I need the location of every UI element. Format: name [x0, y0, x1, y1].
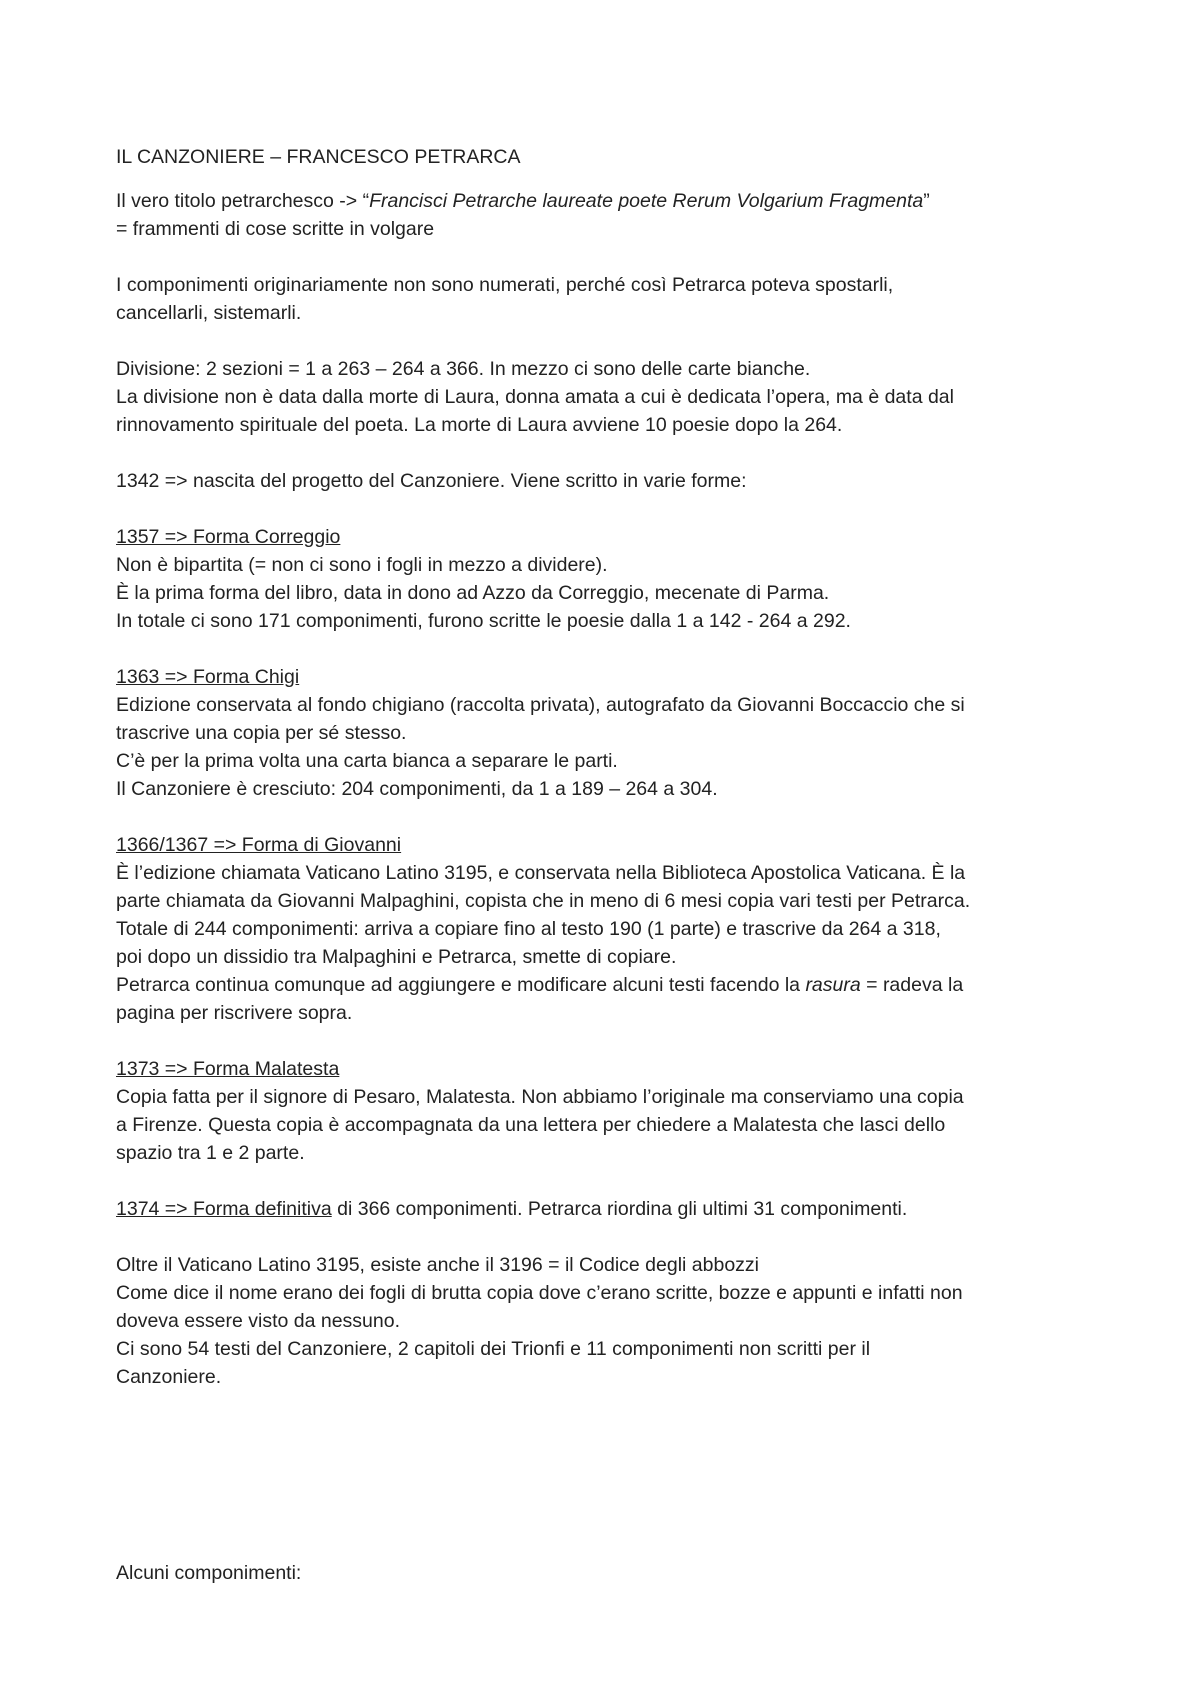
original-title-italic: Francisci Petrarche laureate poete Rerum Volgarium Fragmenta — [369, 190, 924, 212]
definitiva-line — [116, 1195, 1116, 1223]
chigi-line-3: C’è per la prima volta una carta bianca a separare le parti. — [116, 750, 618, 772]
closing-line: Alcuni componimenti: — [116, 1562, 302, 1584]
closing-quote: ” — [923, 190, 930, 212]
giovanni-line-5-tail: = radeva la — [860, 974, 964, 996]
correggio-line-3: In totale ci sono 171 componimenti, furono scritte le poesie dalla 1 a 142 - 264 a 292. — [116, 610, 851, 632]
division-line-2: La divisione non è data dalla morte di Laura, donna amata a cui è dedicata l’opera, ma è data dal — [116, 386, 954, 408]
intro-text: Il vero titolo petrarchesco -> “ — [116, 190, 370, 212]
abbozzi-line-5: Canzoniere. — [116, 1366, 222, 1388]
malatesta-section — [116, 1055, 1116, 1167]
chigi-line-4: Il Canzoniere è cresciuto: 204 componimenti, da 1 a 189 – 264 a 304. — [116, 778, 718, 800]
definitiva-text: di 366 componimenti. Petrarca riordina gli ultimi 31 componimenti. — [331, 1198, 908, 1220]
definitiva-heading: 1374 => Forma definitiva — [116, 1198, 332, 1220]
giovanni-heading: 1366/1367 => Forma di Giovanni — [116, 834, 402, 856]
numbering-line-1: I componimenti originariamente non sono numerati, perché così Petrarca poteva spostarli, — [116, 274, 894, 296]
giovanni-line-1: È l’edizione chiamata Vaticano Latino 3195, e conservata nella Biblioteca Apostolica Vaticana. È la — [116, 862, 966, 884]
division-line-3: rinnovamento spirituale del poeta. La morte di Laura avviene 10 poesie dopo la 264. — [116, 414, 843, 436]
abbozzi-section — [116, 1251, 1116, 1391]
giovanni-line-5-text: Petrarca continua comunque ad aggiungere e modificare alcuni testi facendo la — [116, 974, 806, 996]
malatesta-line-3: spazio tra 1 e 2 parte. — [116, 1142, 305, 1164]
division-paragraph — [116, 355, 1116, 439]
malatesta-line-1: Copia fatta per il signore di Pesaro, Malatesta. Non abbiamo l’originale ma conserviamo una copia — [116, 1086, 964, 1108]
intro-paragraph — [116, 187, 1116, 243]
correggio-heading: 1357 => Forma Correggio — [116, 526, 341, 548]
giovanni-line-4: poi dopo un dissidio tra Malpaghini e Petrarca, smette di copiare. — [116, 946, 677, 968]
giovanni-line-5 — [116, 971, 1116, 999]
correggio-section — [116, 523, 1116, 635]
blank-space — [116, 1419, 1116, 1559]
chigi-heading: 1363 => Forma Chigi — [116, 666, 300, 688]
giovanni-line-6: pagina per riscrivere sopra. — [116, 1002, 353, 1024]
correggio-line-2: È la prima forma del libro, data in dono ad Azzo da Correggio, mecenate di Parma. — [116, 582, 830, 604]
closing-paragraph — [116, 1559, 1116, 1587]
numbering-line-2: cancellarli, sistemarli. — [116, 302, 302, 324]
project-line-1: 1342 => nascita del progetto del Canzoniere. Viene scritto in varie forme: — [116, 470, 747, 492]
malatesta-heading: 1373 => Forma Malatesta — [116, 1058, 340, 1080]
giovanni-line-3: Totale di 244 componimenti: arriva a copiare fino al testo 190 (1 parte) e trascrive da 264 a 318, — [116, 918, 941, 940]
abbozzi-line-4: Ci sono 54 testi del Canzoniere, 2 capitoli dei Trionfi e 11 componimenti non scritti per il — [116, 1338, 871, 1360]
definitiva-section — [116, 1195, 1116, 1223]
project-paragraph — [116, 467, 1116, 495]
intro-line-1 — [116, 187, 1116, 215]
abbozzi-line-1: Oltre il Vaticano Latino 3195, esiste anche il 3196 = il Codice degli abbozzi — [116, 1254, 759, 1276]
giovanni-section — [116, 831, 1116, 1027]
intro-line-2: = frammenti di cose scritte in volgare — [116, 218, 435, 240]
chigi-line-2: trascrive una copia per sé stesso. — [116, 722, 407, 744]
correggio-line-1: Non è bipartita (= non ci sono i fogli in mezzo a dividere). — [116, 554, 608, 576]
abbozzi-line-3: doveva essere visto da nessuno. — [116, 1310, 401, 1332]
division-line-1: Divisione: 2 sezioni = 1 a 263 – 264 a 366. In mezzo ci sono delle carte bianche. — [116, 358, 811, 380]
malatesta-line-2: a Firenze. Questa copia è accompagnata da una lettera per chiedere a Malatesta che lasci dello — [116, 1114, 946, 1136]
document-page — [116, 143, 1116, 1615]
chigi-section — [116, 663, 1116, 803]
chigi-line-1: Edizione conservata al fondo chigiano (raccolta privata), autografato da Giovanni Boccaccio che si — [116, 694, 965, 716]
numbering-paragraph — [116, 271, 1116, 327]
abbozzi-line-2: Come dice il nome erano dei fogli di brutta copia dove c’erano scritte, bozze e appunti e infatti non — [116, 1282, 963, 1304]
giovanni-line-2: parte chiamata da Giovanni Malpaghini, copista che in meno di 6 mesi copia vari testi per Petrarca. — [116, 890, 971, 912]
rasura-italic: rasura — [805, 974, 861, 996]
document-title: IL CANZONIERE – FRANCESCO PETRARCA — [116, 146, 521, 168]
